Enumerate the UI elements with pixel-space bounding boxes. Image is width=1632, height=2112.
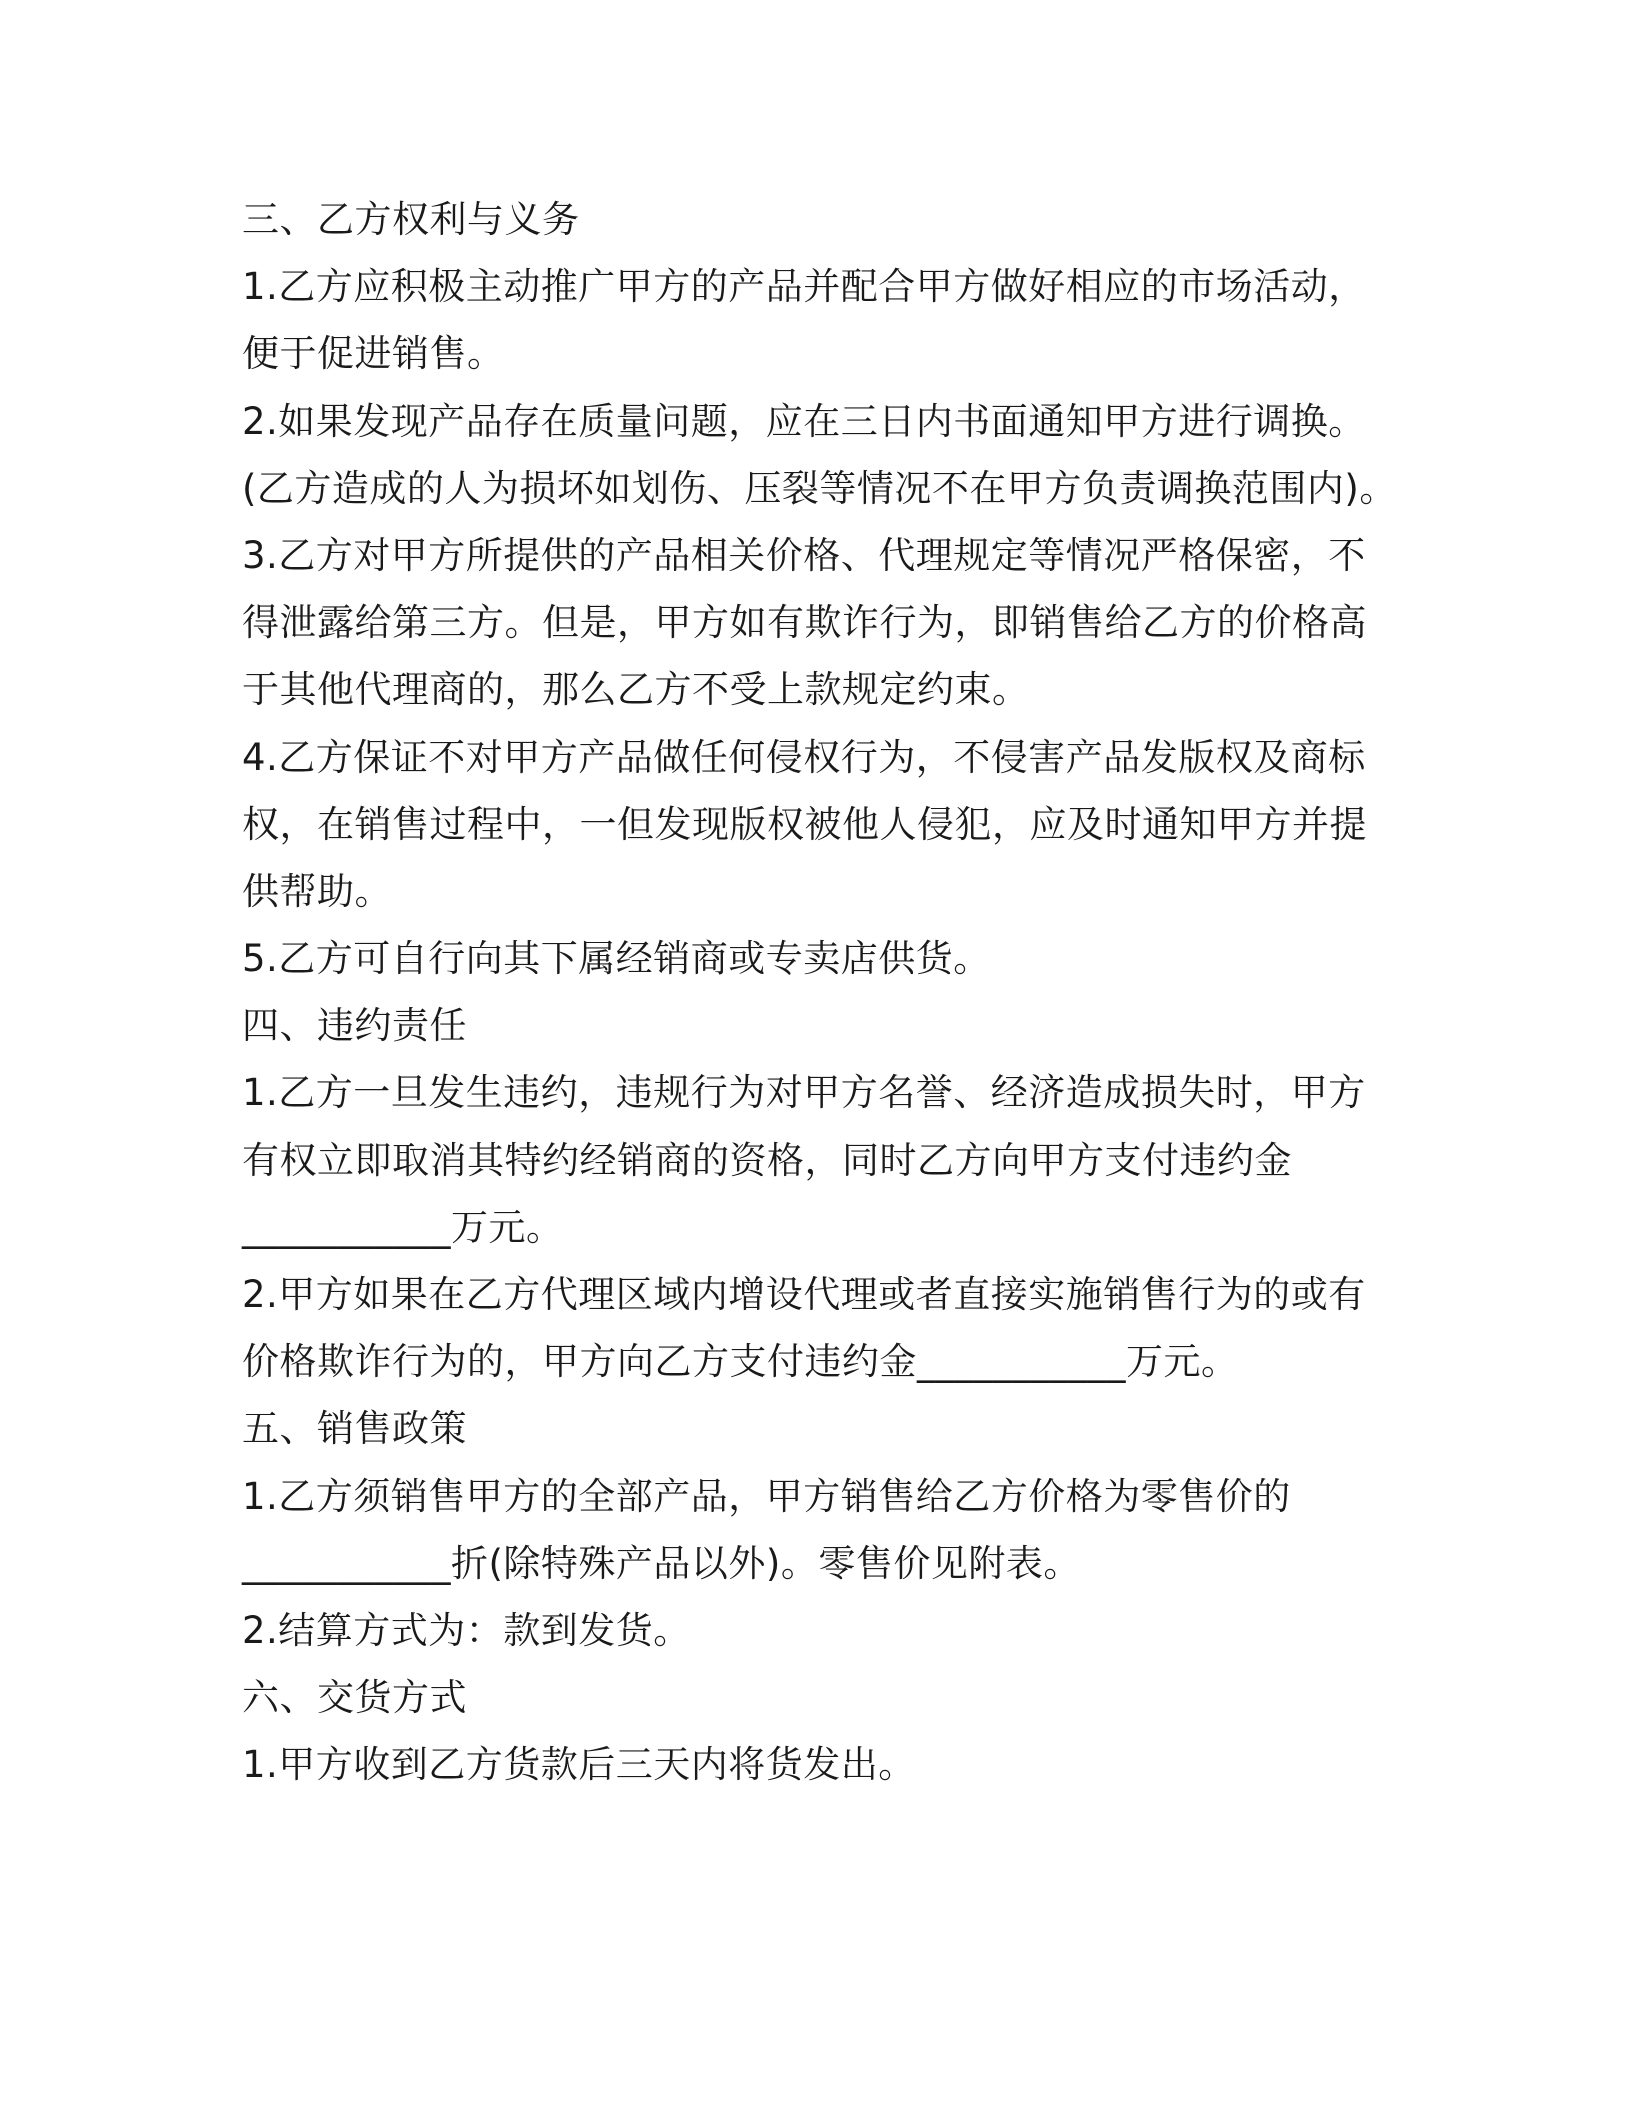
- paragraph-line: 1.乙方应积极主动推广甲方的产品并配合甲方做好相应的市场活动，: [242, 265, 1366, 309]
- paragraph-line: 1.乙方一旦发生违约，违规行为对甲方名誉、经济造成损失时，甲方: [242, 1071, 1366, 1115]
- paragraph-line: 3.乙方对甲方所提供的产品相关价格、代理规定等情况严格保密，不: [242, 533, 1366, 577]
- paragraph-line: 2.如果发现产品存在质量问题，应在三日内书面通知甲方进行调换。: [242, 399, 1366, 443]
- paragraph-line: (乙方造成的人为损坏如划伤、压裂等情况不在甲方负责调换范围内)。: [242, 466, 1397, 510]
- section-heading-3: 三、乙方权利与义务: [242, 198, 580, 241]
- paragraph-line: 于其他代理商的，那么乙方不受上款规定约束。: [242, 668, 1030, 712]
- paragraph-line: 2.甲方如果在乙方代理区域内增设代理或者直接实施销售行为的或有: [242, 1273, 1366, 1316]
- paragraph-line: 4.乙方保证不对甲方产品做任何侵权行为，不侵害产品发版权及商标: [242, 735, 1366, 779]
- paragraph-line: 有权立即取消其特约经销商的资格，同时乙方向甲方支付违约金: [242, 1138, 1292, 1182]
- paragraph-line: 2.结算方式为：款到发货。: [242, 1608, 691, 1652]
- paragraph-line: 5.乙方可自行向其下属经销商或专卖店供货。: [242, 937, 991, 981]
- paragraph-line: 价格欺诈行为的，甲方向乙方支付违约金___________万元。: [242, 1340, 1239, 1384]
- section-heading-4: 四、违约责任: [242, 1004, 467, 1048]
- section-heading-6: 六、交货方式: [242, 1676, 467, 1720]
- document-body: [242, 186, 1402, 1799]
- paragraph-line: 便于促进销售。: [242, 332, 505, 376]
- paragraph-line: 1.甲方收到乙方货款后三天内将货发出。: [242, 1743, 916, 1787]
- paragraph-line: ___________折(除特殊产品以外)。零售价见附表。: [242, 1541, 1081, 1585]
- section-heading-5: 五、销售政策: [242, 1407, 467, 1451]
- paragraph-line: 得泄露给第三方。但是，甲方如有欺诈行为，即销售给乙方的价格高: [242, 601, 1367, 645]
- paragraph-line: 权，在销售过程中，一但发现版权被他人侵犯，应及时通知甲方并提: [242, 802, 1367, 846]
- paragraph-line: 1.乙方须销售甲方的全部产品，甲方销售给乙方价格为零售价的: [242, 1474, 1291, 1518]
- paragraph-line: ___________万元。: [242, 1205, 564, 1249]
- paragraph-line: 供帮助。: [242, 869, 392, 913]
